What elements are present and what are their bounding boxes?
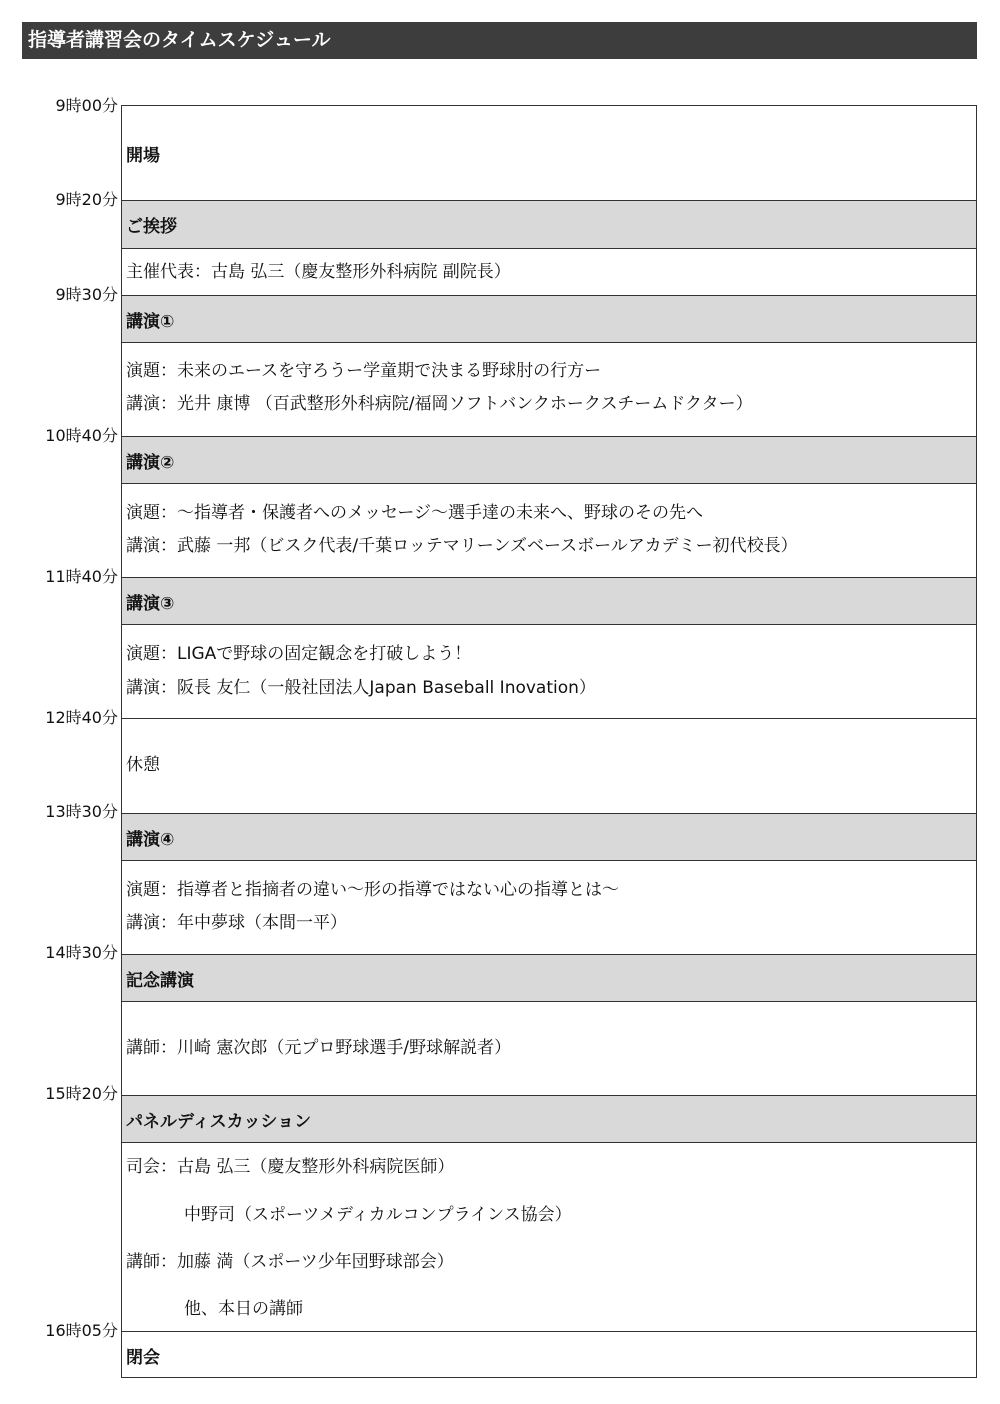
row-lecture4 — [122, 813, 976, 860]
time-label: 16時05分 — [45, 1321, 118, 1340]
break-label: 休憩 — [126, 755, 160, 775]
greeting-line: 主催代表：古島 弘三（慶友整形外科病院 副院長） — [126, 262, 511, 282]
row-break — [122, 718, 976, 813]
lecture1-speaker: 講演：光井 康博 （百武整形外科病院/福岡ソフトバンクホークスチームドクター） — [126, 394, 753, 414]
lecture2-theme: 演題：～指導者・保護者へのメッセージ～選手達の未来へ、野球のその先へ — [126, 503, 703, 523]
row-label: 講演② — [126, 452, 175, 473]
time-label: 14時30分 — [45, 943, 118, 962]
lecture1-theme: 演題：未来のエースを守ろうー学童期で決まる野球肘の行方ー — [126, 361, 602, 381]
row-label: 記念講演 — [126, 970, 194, 991]
page-title: 指導者講習会のタイムスケジュール — [22, 22, 977, 59]
schedule-table — [121, 105, 977, 1378]
row-lecture1 — [122, 295, 976, 342]
lecture2-speaker: 講演：武藤 一邦（ビスク代表/千葉ロッテマリーンズベースボールアカデミー初代校長） — [126, 536, 798, 556]
row-greeting-detail — [122, 248, 976, 295]
row-lecture1-detail — [122, 342, 976, 436]
lecture4-speaker: 講演：年中夢球（本間一平） — [126, 913, 347, 933]
row-greeting — [122, 200, 976, 248]
row-panel — [122, 1095, 976, 1142]
panel-line: 司会：古島 弘三（慶友整形外科病院医師） — [126, 1157, 455, 1177]
row-opening — [122, 106, 976, 200]
row-closing — [122, 1331, 976, 1378]
lecture4-theme: 演題：指導者と指摘者の違い～形の指導ではない心の指導とは～ — [126, 880, 619, 900]
row-label: 講演③ — [126, 593, 175, 614]
row-label: ご挨拶 — [126, 217, 177, 237]
time-label: 11時40分 — [45, 567, 118, 586]
row-label: 講演① — [126, 311, 175, 332]
row-lecture2-detail — [122, 483, 976, 577]
panel-line: 他、本日の講師 — [184, 1299, 303, 1319]
row-label: 開場 — [126, 145, 160, 166]
time-label: 15時20分 — [45, 1084, 118, 1103]
row-lecture3-detail — [122, 624, 976, 718]
time-label: 10時40分 — [45, 426, 118, 445]
row-lecture2 — [122, 436, 976, 483]
row-label: パネルディスカッション — [126, 1111, 312, 1132]
lecture3-theme: 演題：LIGAで野球の固定観念を打破しよう！ — [126, 644, 472, 664]
panel-line: 中野司（スポーツメディカルコンプラインス協会） — [184, 1205, 572, 1225]
row-label: 講演④ — [126, 829, 175, 850]
row-panel-detail — [122, 1142, 976, 1331]
row-memorial — [122, 954, 976, 1001]
row-lecture3 — [122, 577, 976, 624]
time-label: 13時30分 — [45, 802, 118, 821]
lecture3-speaker: 講演：阪長 友仁（一般社団法人Japan Baseball Inovation） — [126, 678, 596, 698]
time-label: 9時00分 — [55, 96, 118, 115]
time-label: 9時30分 — [55, 285, 118, 304]
time-label: 12時40分 — [45, 708, 118, 727]
row-memorial-detail — [122, 1001, 976, 1095]
row-label: 閉会 — [126, 1347, 160, 1368]
row-lecture4-detail — [122, 860, 976, 954]
panel-line: 講師：加藤 満（スポーツ少年団野球部会） — [126, 1252, 454, 1272]
memorial-speaker: 講師：川崎 憲次郎（元プロ野球選手/野球解説者） — [126, 1038, 512, 1058]
time-label: 9時20分 — [55, 190, 118, 209]
